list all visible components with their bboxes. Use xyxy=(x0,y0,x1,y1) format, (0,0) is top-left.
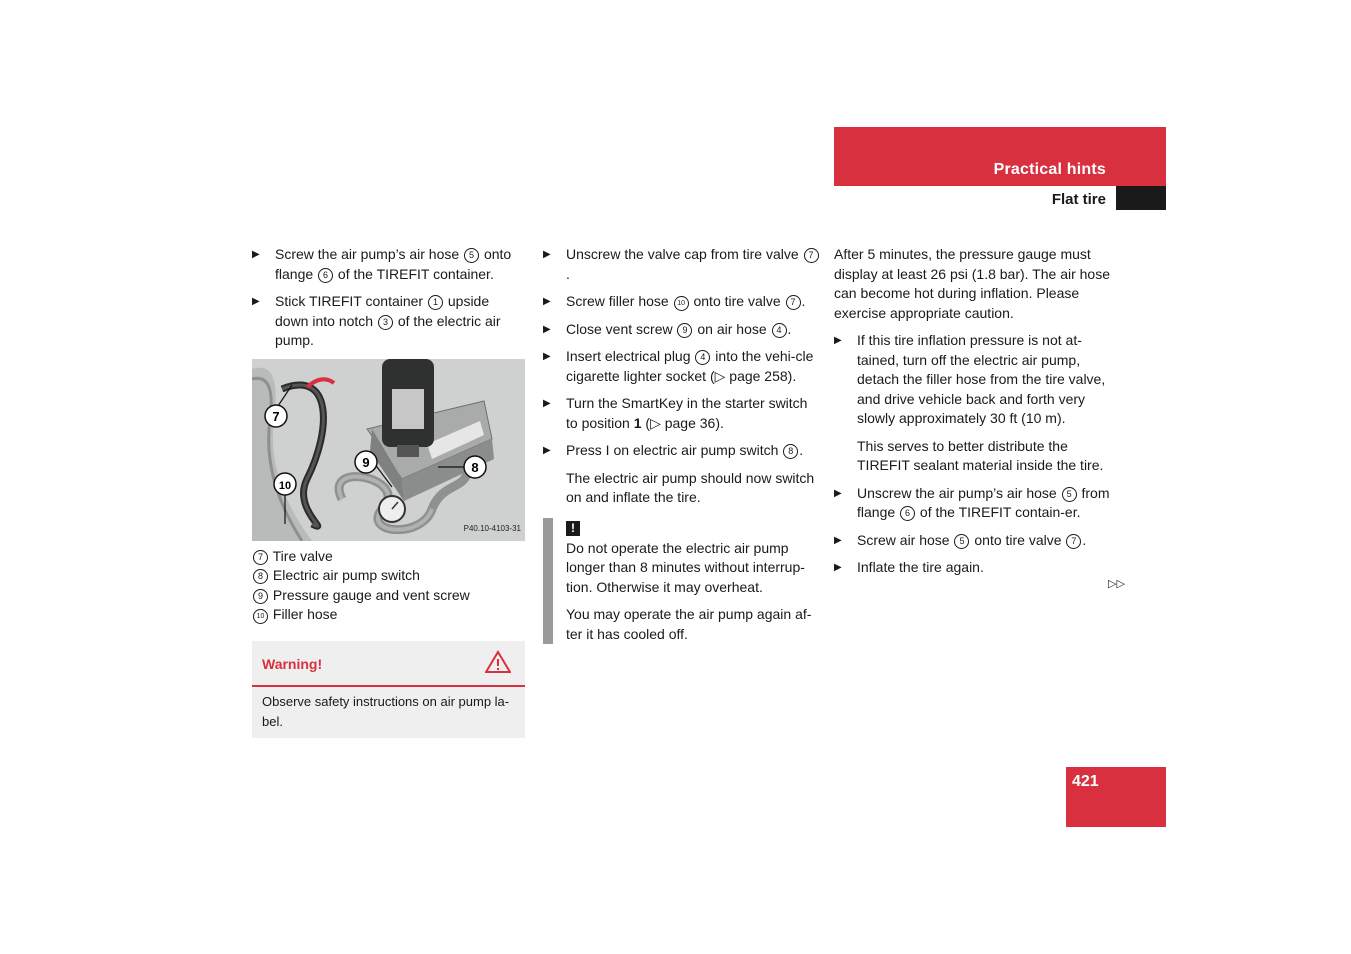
subsection-header xyxy=(834,186,1166,210)
column-1 xyxy=(252,245,525,738)
instruction-step: ▶ Turn the SmartKey in the starter switch to position 1 (▷ page 36). xyxy=(543,395,808,431)
notice-box xyxy=(543,518,820,645)
svg-text:7: 7 xyxy=(272,408,280,424)
svg-text:9: 9 xyxy=(362,454,370,470)
svg-text:8: 8 xyxy=(471,459,479,475)
figure-code: P40.10-4103-31 xyxy=(463,524,521,533)
instruction-step: ▶ Inflate the tire again. xyxy=(834,558,1114,578)
bullet-arrow-icon: ▶ xyxy=(252,249,260,260)
bullet-arrow-icon: ▶ xyxy=(834,335,842,346)
callout-number: 6 xyxy=(318,268,333,283)
notice-bar xyxy=(543,518,553,645)
bullet-arrow-icon: ▶ xyxy=(543,445,551,456)
callout-10 xyxy=(274,473,296,495)
subsection-title: Flat tire xyxy=(1051,191,1106,208)
callout-number: 3 xyxy=(378,315,393,330)
callout-number: 7 xyxy=(786,295,801,310)
callout-number: 9 xyxy=(677,323,692,338)
callout-9 xyxy=(355,451,377,473)
instruction-step: ▶ Press I on electric air pump switch 8 . xyxy=(543,441,820,461)
step-note: This serves to better distribute the TIREFIT sealant material inside the tire. xyxy=(857,437,1104,473)
legend-item: 9 Pressure gauge and vent screw xyxy=(252,586,525,606)
step-note: The electric air pump should now switch on and inflate the tire. xyxy=(566,469,815,505)
bullet-arrow-icon: ▶ xyxy=(834,487,842,499)
callout-number: 4 xyxy=(695,350,710,365)
instruction-step: ▶ Screw air hose 5 onto tire valve 7 . xyxy=(834,531,1114,551)
instruction-step: ▶ Screw the air pump’s air hose 5 onto flange 6 of the TIREFIT container. xyxy=(252,246,512,282)
instruction-step: ▶ If this tire inflation pressure is not at-tained, turn off the electric air pump, detach the filler hose from the tire valve, and drive vehicle back and forth very slowly approximately 30 ft (10 m). xyxy=(834,332,1106,426)
legend-number: 8 xyxy=(253,569,268,584)
legend-number: 7 xyxy=(253,550,268,565)
callout-number: 8 xyxy=(783,444,798,459)
callout-number: 1 xyxy=(428,295,443,310)
instruction-step: ▶ Screw filler hose 10 onto tire valve 7 . xyxy=(543,292,820,312)
callout-number: 10 xyxy=(674,296,689,311)
callout-number: 7 xyxy=(1066,534,1081,549)
legend-number: 9 xyxy=(253,589,268,604)
warning-triangle-icon xyxy=(485,650,511,674)
notice-text: Do not operate the electric air pump longer than 8 minutes without interrup-tion. Otherwise it may overheat. xyxy=(566,539,805,595)
instruction-step: ▶ Stick TIREFIT container 1 upside down into notch 3 of the electric air pump. xyxy=(252,293,501,348)
instruction-step: ▶ Unscrew the air pump’s air hose 5 from flange 6 of the TIREFIT contain-er. xyxy=(834,484,1110,520)
column-3 xyxy=(834,245,1114,586)
callout-number: 4 xyxy=(772,323,787,338)
callout-number: 7 xyxy=(804,248,819,263)
legend-item: 10 Filler hose xyxy=(252,605,525,625)
instruction-step: ▶ Unscrew the valve cap from tire valve 7. xyxy=(543,245,820,284)
svg-text:10: 10 xyxy=(278,479,292,492)
figure-legend xyxy=(252,547,525,625)
bullet-arrow-icon: ▶ xyxy=(543,296,551,307)
subsection-marker xyxy=(1116,186,1166,210)
legend-item: 7 Tire valve xyxy=(252,547,525,567)
air-pump-drawing xyxy=(252,359,525,541)
instruction-step: ▶ Insert electrical plug 4 into the vehi-cle cigarette lighter socket (▷ page 258). xyxy=(543,348,814,384)
warning-title: Warning! xyxy=(262,655,323,672)
exclamation-icon: ! xyxy=(566,521,580,536)
callout-number: 5 xyxy=(464,248,479,263)
continued-arrow-icon: ▷▷ xyxy=(1108,578,1125,590)
bullet-arrow-icon: ▶ xyxy=(834,534,842,546)
callout-number: 5 xyxy=(954,534,969,549)
bullet-arrow-icon: ▶ xyxy=(543,351,551,362)
air-pump-illustration xyxy=(252,359,525,541)
bullet-arrow-icon: ▶ xyxy=(543,398,551,409)
callout-number: 5 xyxy=(1062,487,1077,502)
bullet-arrow-icon: ▶ xyxy=(543,249,551,260)
warning-text: Observe safety instructions on air pump la-bel. xyxy=(262,693,510,729)
section-header xyxy=(834,127,1166,186)
callout-8 xyxy=(464,456,486,478)
callout-7 xyxy=(265,405,287,427)
intro-paragraph: After 5 minutes, the pressure gauge must display at least 26 psi (1.8 bar). The air hose can become hot during inflation. Please exercise appropriate caution. xyxy=(834,246,1111,321)
legend-number: 10 xyxy=(253,609,268,624)
page-number: 421 xyxy=(1072,773,1099,790)
bullet-arrow-icon: ▶ xyxy=(252,296,260,307)
section-title: Practical hints xyxy=(993,161,1106,178)
warning-header xyxy=(252,641,525,687)
page-number-tab xyxy=(1066,767,1166,827)
callout-number: 6 xyxy=(900,506,915,521)
bullet-arrow-icon: ▶ xyxy=(834,562,842,573)
column-2 xyxy=(543,245,820,644)
warning-box xyxy=(252,641,525,738)
legend-item: 8 Electric air pump switch xyxy=(252,566,525,586)
notice-text: You may operate the air pump again af-ter it has cooled off. xyxy=(566,606,812,642)
instruction-step: ▶ Close vent screw 9 on air hose 4 . xyxy=(543,320,820,340)
bullet-arrow-icon: ▶ xyxy=(543,323,551,335)
